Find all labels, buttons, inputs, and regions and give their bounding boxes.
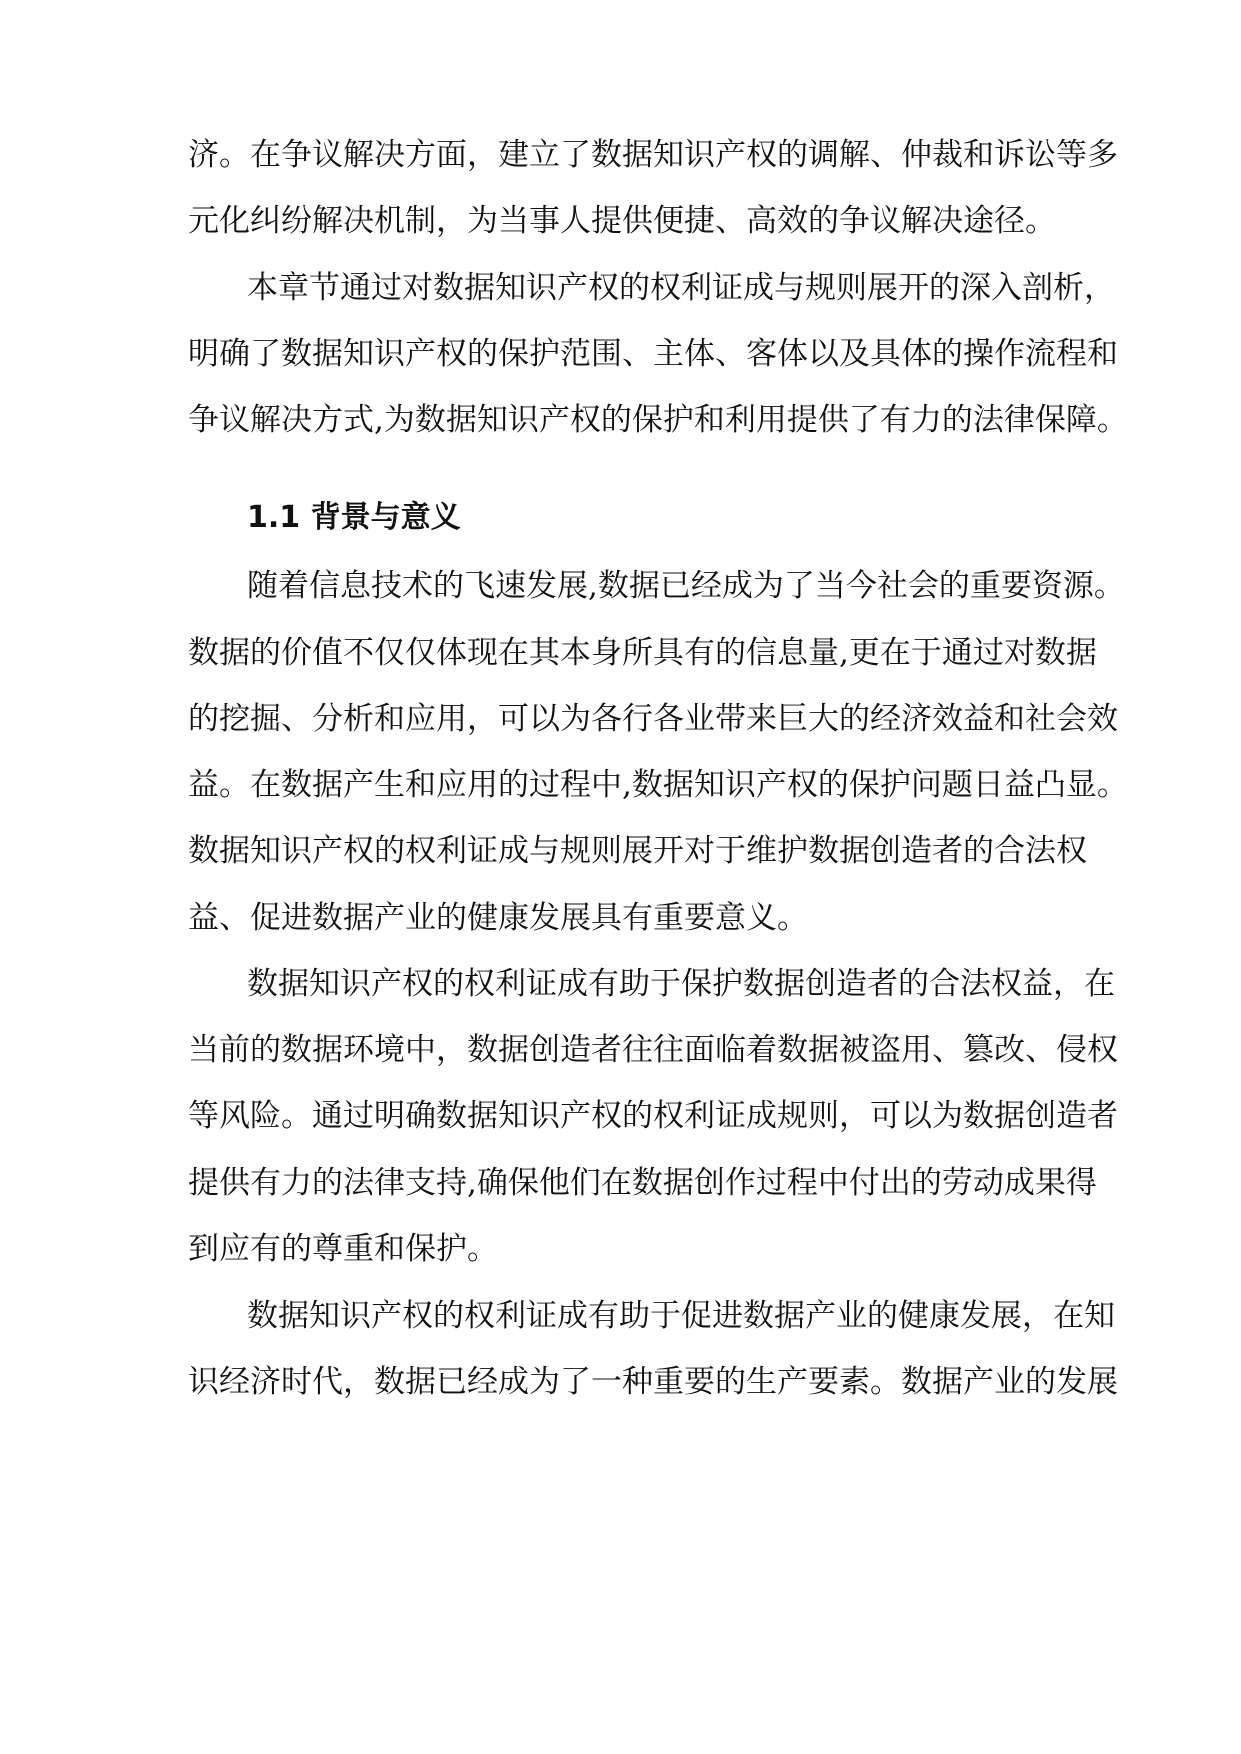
text-line: 提供有力的法律支持,确保他们在数据创作过程中付出的劳动成果得: [188, 1165, 1097, 1201]
text-line: 随着信息技术的飞速发展,数据已经成为了当今社会的重要资源。: [247, 568, 1125, 604]
text-line: 益。在数据产生和应用的过程中,数据知识产权的保护问题日益凸显。: [188, 767, 1128, 803]
text-line: 数据知识产权的权利证成有助于促进数据产业的健康发展，在知: [247, 1298, 1115, 1334]
text-line: 的挖掘、分析和应用，可以为各行各业带来巨大的经济效益和社会效: [188, 701, 1118, 737]
text-line: 元化纠纷解决机制，为当事人提供便捷、高效的争议解决途径。: [188, 203, 1056, 239]
text-line: 数据的价值不仅仅体现在其本身所具有的信息量,更在于通过对数据: [188, 635, 1097, 671]
text-line: 济。在争议解决方面，建立了数据知识产权的调解、仲裁和诉讼等多: [188, 137, 1118, 173]
text-line: 明确了数据知识产权的保护范围、主体、客体以及具体的操作流程和: [188, 336, 1118, 372]
text-line: 等风险。通过明确数据知识产权的权利证成规则，可以为数据创造者: [188, 1098, 1118, 1134]
text-line: 争议解决方式,为数据知识产权的保护和利用提供了有力的法律保障。: [188, 402, 1128, 438]
text-line: 数据知识产权的权利证成有助于保护数据创造者的合法权益，在: [247, 966, 1115, 1002]
text-line: 到应有的尊重和保护。: [188, 1231, 498, 1267]
text-line: 当前的数据环境中，数据创造者往往面临着数据被盗用、篡改、侵权: [188, 1032, 1118, 1068]
section-heading: 1.1 背景与意义: [247, 500, 461, 535]
text-line: 数据知识产权的权利证成与规则展开对于维护数据创造者的合法权: [188, 833, 1087, 869]
text-line: 本章节通过对数据知识产权的权利证成与规则展开的深入剖析，: [247, 270, 1115, 306]
text-line: 益、促进数据产业的健康发展具有重要意义。: [188, 900, 808, 936]
text-line: 识经济时代，数据已经成为了一种重要的生产要素。数据产业的发展: [188, 1364, 1118, 1400]
